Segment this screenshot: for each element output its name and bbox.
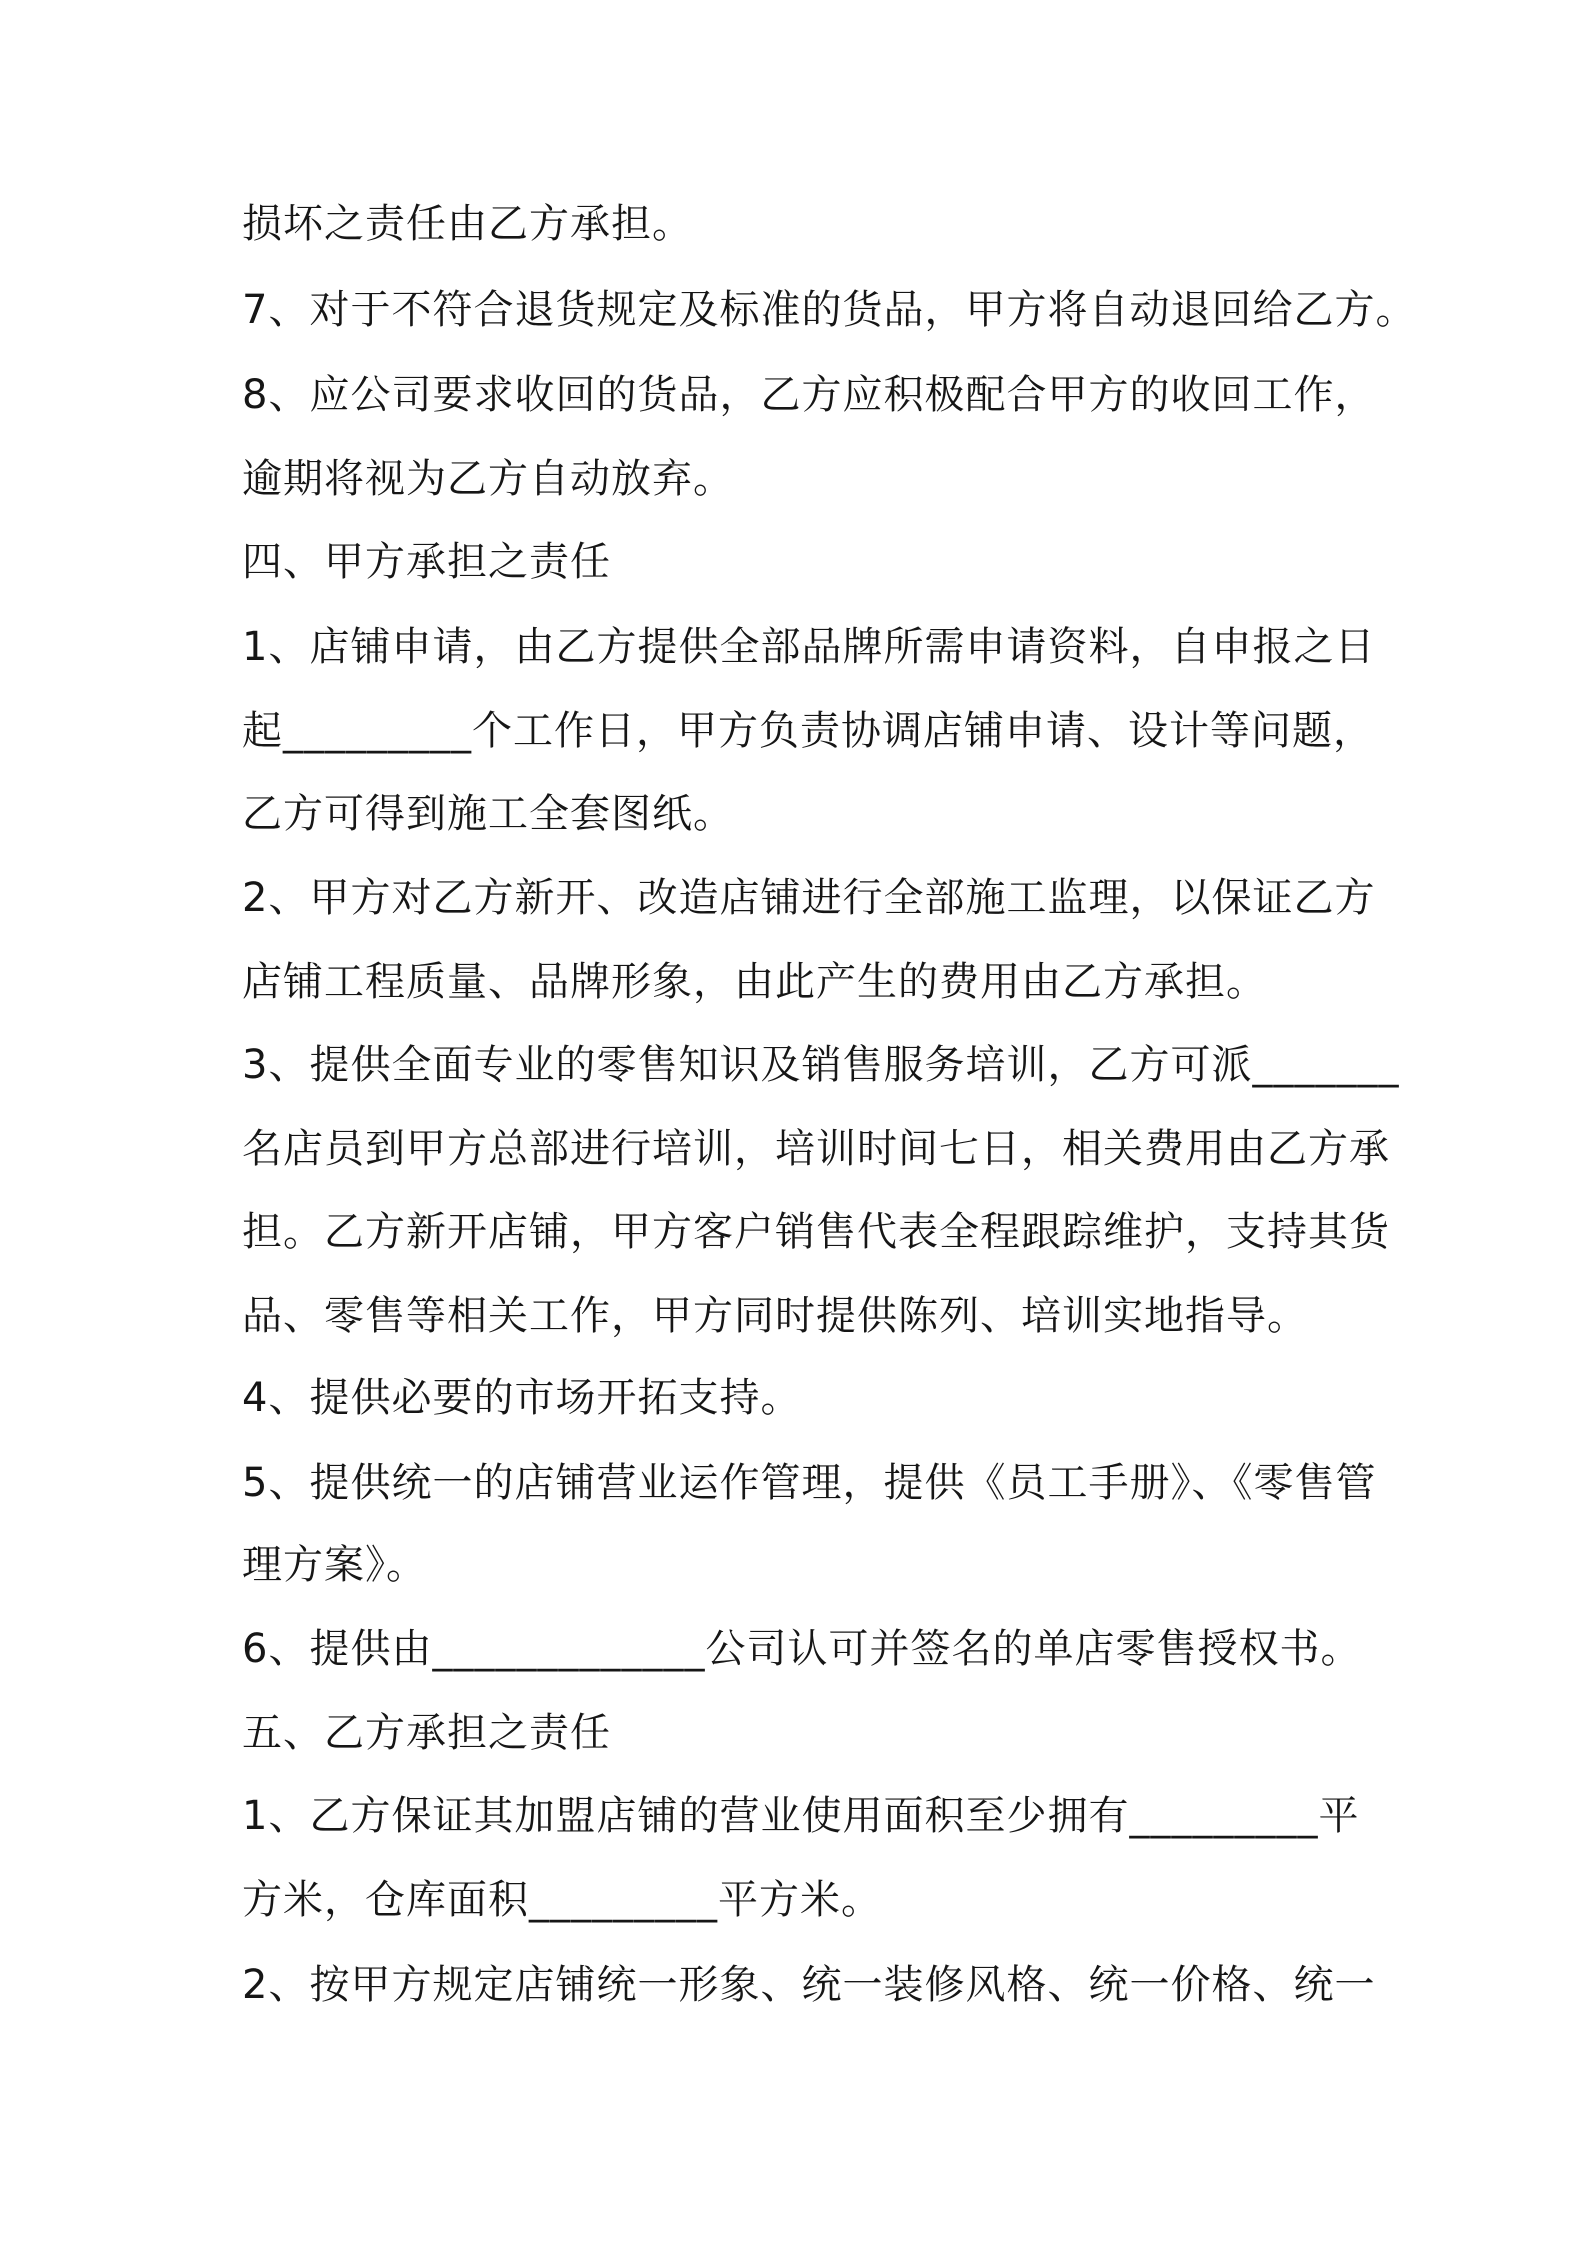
text-line: 担。乙方新开店铺，甲方客户销售代表全程跟踪维护，支持其货 — [242, 1209, 1390, 1255]
section-heading: 五、乙方承担之责任 — [242, 1710, 611, 1756]
text-line: 店铺工程质量、品牌形象，由此产生的费用由乙方承担。 — [242, 959, 1267, 1005]
text-line: 1、店铺申请，由乙方提供全部品牌所需申请资料，自申报之日 — [242, 624, 1376, 670]
text-line: 品、零售等相关工作，甲方同时提供陈列、培训实地指导。 — [242, 1293, 1308, 1339]
text-line: 8、应公司要求收回的货品，乙方应积极配合甲方的收回工作， — [242, 372, 1376, 418]
text-line: 理方案》。 — [242, 1542, 427, 1588]
text-line: 5、提供统一的店铺营业运作管理，提供《员工手册》、《零售管 — [242, 1460, 1377, 1506]
text-line: 4、提供必要的市场开拓支持。 — [242, 1375, 802, 1421]
text-line: 起_________个工作日，甲方负责协调店铺申请、设计等问题， — [242, 708, 1374, 754]
text-line: 6、提供由_____________公司认可并签名的单店零售授权书。 — [242, 1626, 1362, 1672]
text-line: 3、提供全面专业的零售知识及销售服务培训，乙方可派_______ — [242, 1042, 1400, 1088]
text-line: 1、乙方保证其加盟店铺的营业使用面积至少拥有_________平 — [242, 1793, 1360, 1839]
text-line: 乙方可得到施工全套图纸。 — [242, 791, 734, 837]
section-heading: 四、甲方承担之责任 — [242, 539, 611, 585]
text-line: 逾期将视为乙方自动放弃。 — [242, 456, 734, 502]
text-line: 2、按甲方规定店铺统一形象、统一装修风格、统一价格、统一 — [242, 1962, 1376, 2008]
text-line: 2、甲方对乙方新开、改造店铺进行全部施工监理，以保证乙方 — [242, 875, 1376, 921]
text-line: 损坏之责任由乙方承担。 — [242, 201, 693, 247]
text-line: 7、对于不符合退货规定及标准的货品，甲方将自动退回给乙方。 — [242, 287, 1417, 333]
text-line: 名店员到甲方总部进行培训，培训时间七日，相关费用由乙方承 — [242, 1126, 1390, 1172]
text-line: 方米，仓库面积_________平方米。 — [242, 1877, 882, 1923]
